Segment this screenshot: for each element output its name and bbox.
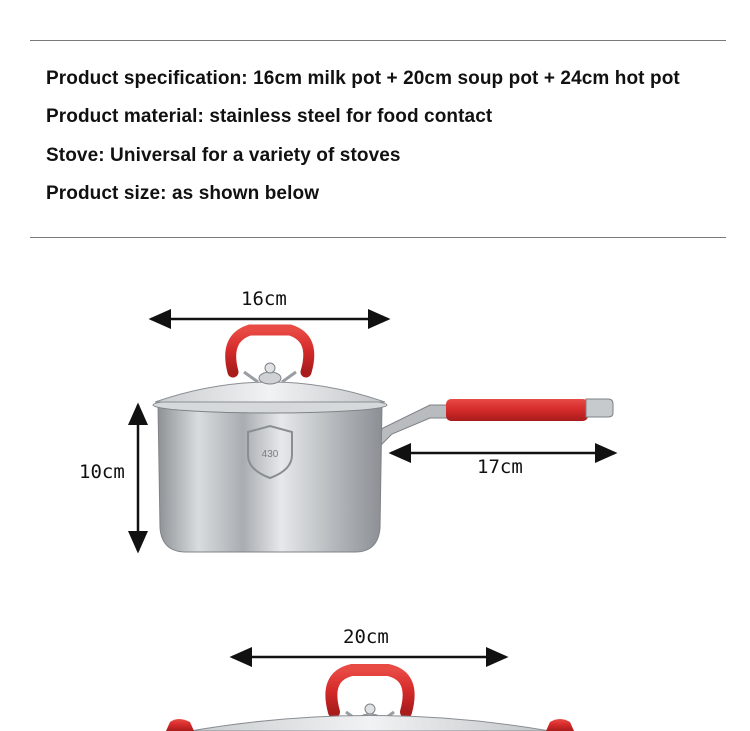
- soup-pot-diameter-label: 20cm: [343, 626, 389, 648]
- milk-pot-handle-label: 17cm: [477, 456, 523, 478]
- spec-stove: Stove: Universal for a variety of stoves: [46, 145, 401, 166]
- svg-text:430: 430: [261, 449, 279, 460]
- spec-material: Product material: stainless steel for food contact: [46, 106, 493, 127]
- spec-specification: Product specification: 16cm milk pot + 20cm soup pot + 24cm hot pot: [46, 68, 680, 89]
- soup-pot: [166, 657, 574, 731]
- milk-pot-lid: [155, 382, 385, 402]
- milk-pot-diameter-label: 16cm: [241, 288, 287, 310]
- milk-pot-height-label: 10cm: [79, 461, 125, 483]
- milk-pot-lid-handle: [231, 330, 309, 384]
- soup-pot-side-handle-right: [546, 719, 574, 731]
- soup-pot-side-handle-left: [166, 719, 194, 731]
- spec-size: Product size: as shown below: [46, 183, 320, 204]
- soup-pot-lid-edge: [190, 716, 550, 731]
- milk-pot-handle: [372, 399, 613, 448]
- milk-pot: [138, 319, 615, 552]
